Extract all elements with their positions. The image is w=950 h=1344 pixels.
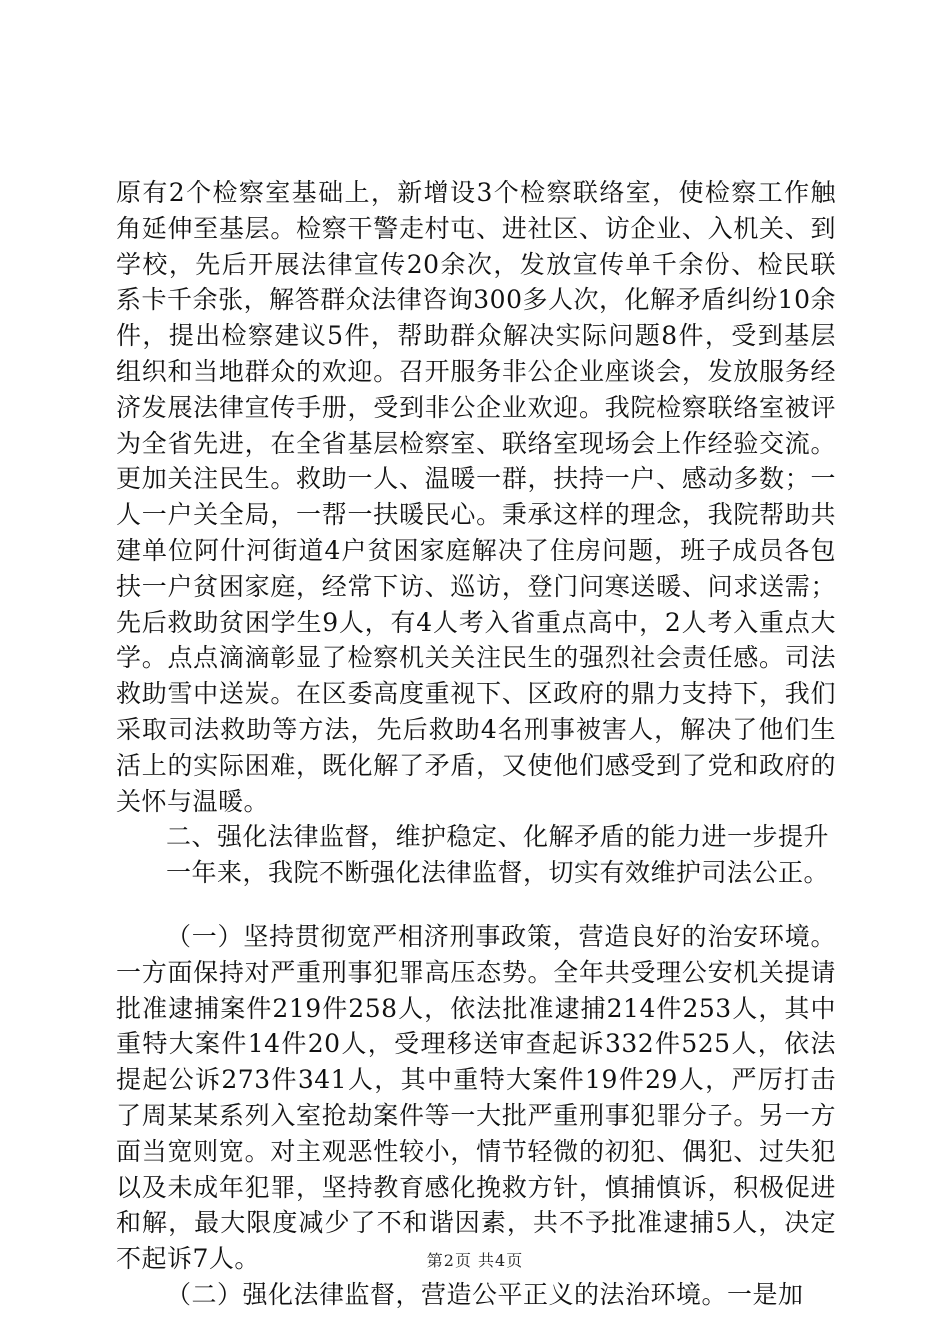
paragraph-intro: 一年来，我院不断强化法律监督，切实有效维护司法公正。 xyxy=(166,858,830,888)
page-footer: 第2页 共4页 xyxy=(426,1251,524,1270)
paragraph-continued: 原有2个检察室基础上，新增设3个检察联络室，使检察工作触角延伸至基层。检察干警走村屯、进社区、访企业、入机关、到学校，先后开展法律宣传20余次，发放宣传单千余份、检民联系卡千余张，解答群众法律咨询300多人次，化解矛盾纠纷10余件，提出检察建议5件，帮助群众解决实际问题8件，受到基层组织和当地群众的欢迎。召开服务非公企业座谈会，发放服务经济发展法律宣传手册，受到非公企业欢迎。我院检察联络室被评为全省先进，在全省基层检察室、联络室现场会上作经验交流。更加关注民生。救助一人、温暖一群，扶持一户、感动多数；一人一户关全局，一帮一扶暖民心。秉承这样的理念，我院帮助共建单位阿什河街道4户贫困家庭解决了住房问题，班子成员各包扶一户贫困家庭，经常下访、巡访，登门问寒送暖、问求送需；先后救助贫困学生9人，有4人考入省重点高中，2人考入重点大学。点点滴滴彰显了检察机关关注民生的强烈社会责任感。司法救助雪中送炭。在区委高度重视下、区政府的鼎力支持下，我们采取司法救助等方法，先后救助4名刑事被害人，解决了他们生活上的实际困难，既化解了矛盾，又使他们感受到了党和政府的关怀与温暖。 xyxy=(116,178,836,816)
paragraph-subsection-1: （一）坚持贯彻宽严相济刑事政策，营造良好的治安环境。一方面保持对严重刑事犯罪高压态势。全年共受理公安机关提请批准逮捕案件219件258人，依法批准逮捕214件253人，其中重特大案件14件20人，受理移送审查起诉332件525人，依法提起公诉273件341人，其中重特大案件19件29人，严厉打击了周某某系列入室抢劫案件等一大批严重刑事犯罪分子。另一方面当宽则宽。对主观恶性较小，情节轻微的初犯、偶犯、过失犯以及未成年犯罪，坚持教育感化挽救方针，慎捕慎诉，积极促进和解，最大限度减少了不和谐因素，共不予批准逮捕5人，决定不起诉7人。 xyxy=(116,921,836,1274)
section-heading: 二、强化法律监督，维护稳定、化解矛盾的能力进一步提升 xyxy=(166,822,830,852)
paragraph-subsection-2: （二）强化法律监督，营造公平正义的法治环境。一是加 xyxy=(166,1279,804,1309)
document-body xyxy=(116,175,836,1313)
